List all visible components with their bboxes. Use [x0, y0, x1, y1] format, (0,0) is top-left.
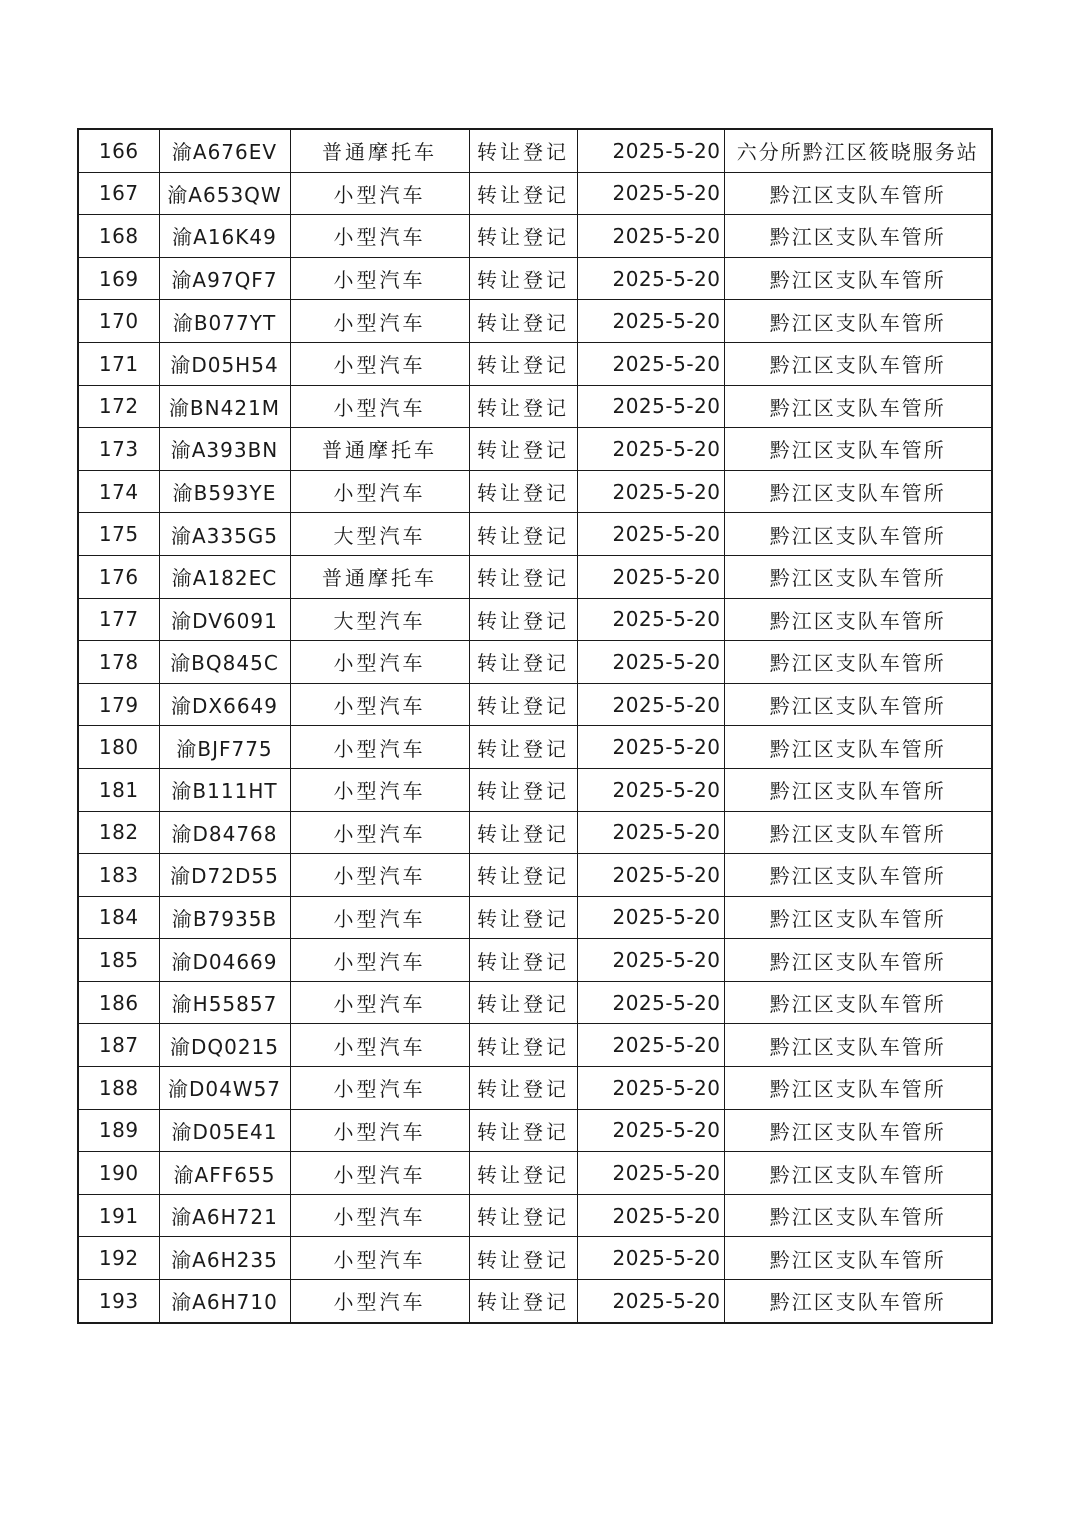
office-cell: 六分所黔江区筱晓服务站: [724, 129, 992, 172]
business-type-cell: 转让登记: [469, 1280, 577, 1323]
row-number-cell: 183: [78, 854, 159, 897]
business-type-cell: 转让登记: [469, 1067, 577, 1110]
table-row: [78, 939, 992, 982]
business-type-cell: 转让登记: [469, 1152, 577, 1195]
plate-number-cell: 渝D04W57: [159, 1067, 290, 1110]
row-number-cell: 193: [78, 1280, 159, 1323]
business-type-cell: 转让登记: [469, 726, 577, 769]
table-row: [78, 641, 992, 684]
business-type-cell: 转让登记: [469, 129, 577, 172]
plate-number-cell: 渝D04669: [159, 939, 290, 982]
vehicle-type-cell: 大型汽车: [290, 513, 469, 556]
row-number-cell: 187: [78, 1024, 159, 1067]
vehicle-type-cell: 小型汽车: [290, 768, 469, 811]
office-cell: 黔江区支队车管所: [724, 428, 992, 471]
business-type-cell: 转让登记: [469, 428, 577, 471]
business-type-cell: 转让登记: [469, 981, 577, 1024]
vehicle-type-cell: 小型汽车: [290, 1237, 469, 1280]
date-cell: 2025-5-20: [577, 1109, 724, 1152]
row-number-cell: 174: [78, 470, 159, 513]
plate-number-cell: 渝D05H54: [159, 342, 290, 385]
vehicle-type-cell: 小型汽车: [290, 854, 469, 897]
date-cell: 2025-5-20: [577, 1024, 724, 1067]
row-number-cell: 192: [78, 1237, 159, 1280]
office-cell: 黔江区支队车管所: [724, 555, 992, 598]
business-type-cell: 转让登记: [469, 1237, 577, 1280]
business-type-cell: 转让登记: [469, 300, 577, 343]
business-type-cell: 转让登记: [469, 1194, 577, 1237]
business-type-cell: 转让登记: [469, 342, 577, 385]
date-cell: 2025-5-20: [577, 172, 724, 215]
date-cell: 2025-5-20: [577, 300, 724, 343]
vehicle-type-cell: 小型汽车: [290, 300, 469, 343]
plate-number-cell: 渝A97QF7: [159, 257, 290, 300]
table-row: [78, 981, 992, 1024]
business-type-cell: 转让登记: [469, 641, 577, 684]
row-number-cell: 182: [78, 811, 159, 854]
table-row: [78, 342, 992, 385]
row-number-cell: 176: [78, 555, 159, 598]
office-cell: 黔江区支队车管所: [724, 470, 992, 513]
vehicle-type-cell: 小型汽车: [290, 811, 469, 854]
date-cell: 2025-5-20: [577, 1067, 724, 1110]
business-type-cell: 转让登记: [469, 555, 577, 598]
vehicle-type-cell: 小型汽车: [290, 1194, 469, 1237]
business-type-cell: 转让登记: [469, 683, 577, 726]
vehicle-type-cell: 小型汽车: [290, 470, 469, 513]
office-cell: 黔江区支队车管所: [724, 1067, 992, 1110]
plate-number-cell: 渝B7935B: [159, 896, 290, 939]
office-cell: 黔江区支队车管所: [724, 726, 992, 769]
vehicle-type-cell: 普通摩托车: [290, 428, 469, 471]
row-number-cell: 188: [78, 1067, 159, 1110]
row-number-cell: 190: [78, 1152, 159, 1195]
row-number-cell: 179: [78, 683, 159, 726]
office-cell: 黔江区支队车管所: [724, 1237, 992, 1280]
row-number-cell: 178: [78, 641, 159, 684]
plate-number-cell: 渝A676EV: [159, 129, 290, 172]
date-cell: 2025-5-20: [577, 726, 724, 769]
plate-number-cell: 渝B111HT: [159, 768, 290, 811]
table-row: [78, 513, 992, 556]
plate-number-cell: 渝DV6091: [159, 598, 290, 641]
office-cell: 黔江区支队车管所: [724, 811, 992, 854]
table-row: [78, 172, 992, 215]
table-row: [78, 1024, 992, 1067]
row-number-cell: 167: [78, 172, 159, 215]
plate-number-cell: 渝A6H710: [159, 1280, 290, 1323]
office-cell: 黔江区支队车管所: [724, 1024, 992, 1067]
row-number-cell: 170: [78, 300, 159, 343]
table-row: [78, 129, 992, 172]
date-cell: 2025-5-20: [577, 896, 724, 939]
table-row: [78, 598, 992, 641]
plate-number-cell: 渝AFF655: [159, 1152, 290, 1195]
plate-number-cell: 渝A6H721: [159, 1194, 290, 1237]
plate-number-cell: 渝A335G5: [159, 513, 290, 556]
date-cell: 2025-5-20: [577, 981, 724, 1024]
office-cell: 黔江区支队车管所: [724, 300, 992, 343]
table-row: [78, 1067, 992, 1110]
row-number-cell: 175: [78, 513, 159, 556]
date-cell: 2025-5-20: [577, 1152, 724, 1195]
date-cell: 2025-5-20: [577, 598, 724, 641]
office-cell: 黔江区支队车管所: [724, 172, 992, 215]
row-number-cell: 166: [78, 129, 159, 172]
date-cell: 2025-5-20: [577, 215, 724, 258]
plate-number-cell: 渝H55857: [159, 981, 290, 1024]
business-type-cell: 转让登记: [469, 939, 577, 982]
plate-number-cell: 渝BN421M: [159, 385, 290, 428]
vehicle-type-cell: 小型汽车: [290, 939, 469, 982]
records-table-body: [78, 129, 992, 1323]
date-cell: 2025-5-20: [577, 385, 724, 428]
office-cell: 黔江区支队车管所: [724, 683, 992, 726]
office-cell: 黔江区支队车管所: [724, 257, 992, 300]
table-row: [78, 1152, 992, 1195]
table-row: [78, 215, 992, 258]
table-row: [78, 1109, 992, 1152]
vehicle-type-cell: 小型汽车: [290, 215, 469, 258]
plate-number-cell: 渝D84768: [159, 811, 290, 854]
date-cell: 2025-5-20: [577, 470, 724, 513]
vehicle-type-cell: 小型汽车: [290, 1109, 469, 1152]
business-type-cell: 转让登记: [469, 768, 577, 811]
vehicle-type-cell: 小型汽车: [290, 641, 469, 684]
office-cell: 黔江区支队车管所: [724, 342, 992, 385]
table-row: [78, 726, 992, 769]
date-cell: 2025-5-20: [577, 513, 724, 556]
plate-number-cell: 渝DX6649: [159, 683, 290, 726]
date-cell: 2025-5-20: [577, 768, 724, 811]
office-cell: 黔江区支队车管所: [724, 598, 992, 641]
date-cell: 2025-5-20: [577, 683, 724, 726]
plate-number-cell: 渝BJF775: [159, 726, 290, 769]
business-type-cell: 转让登记: [469, 470, 577, 513]
vehicle-type-cell: 小型汽车: [290, 981, 469, 1024]
date-cell: 2025-5-20: [577, 428, 724, 471]
business-type-cell: 转让登记: [469, 598, 577, 641]
vehicle-type-cell: 普通摩托车: [290, 555, 469, 598]
vehicle-type-cell: 小型汽车: [290, 385, 469, 428]
vehicle-type-cell: 小型汽车: [290, 1024, 469, 1067]
office-cell: 黔江区支队车管所: [724, 1152, 992, 1195]
business-type-cell: 转让登记: [469, 172, 577, 215]
table-row: [78, 683, 992, 726]
plate-number-cell: 渝BQ845C: [159, 641, 290, 684]
business-type-cell: 转让登记: [469, 215, 577, 258]
plate-number-cell: 渝A182EC: [159, 555, 290, 598]
office-cell: 黔江区支队车管所: [724, 981, 992, 1024]
plate-number-cell: 渝D05E41: [159, 1109, 290, 1152]
vehicle-type-cell: 小型汽车: [290, 726, 469, 769]
office-cell: 黔江区支队车管所: [724, 1109, 992, 1152]
table-row: [78, 257, 992, 300]
table-row: [78, 555, 992, 598]
row-number-cell: 189: [78, 1109, 159, 1152]
table-row: [78, 1237, 992, 1280]
plate-number-cell: 渝A6H235: [159, 1237, 290, 1280]
date-cell: 2025-5-20: [577, 257, 724, 300]
date-cell: 2025-5-20: [577, 555, 724, 598]
vehicle-type-cell: 小型汽车: [290, 1067, 469, 1110]
date-cell: 2025-5-20: [577, 641, 724, 684]
date-cell: 2025-5-20: [577, 1194, 724, 1237]
vehicle-type-cell: 小型汽车: [290, 342, 469, 385]
plate-number-cell: 渝A16K49: [159, 215, 290, 258]
row-number-cell: 191: [78, 1194, 159, 1237]
vehicle-type-cell: 小型汽车: [290, 1280, 469, 1323]
table-row: [78, 811, 992, 854]
row-number-cell: 186: [78, 981, 159, 1024]
vehicle-type-cell: 小型汽车: [290, 257, 469, 300]
business-type-cell: 转让登记: [469, 854, 577, 897]
table-row: [78, 768, 992, 811]
row-number-cell: 180: [78, 726, 159, 769]
table-row: [78, 854, 992, 897]
table-row: [78, 1194, 992, 1237]
row-number-cell: 177: [78, 598, 159, 641]
plate-number-cell: 渝A393BN: [159, 428, 290, 471]
vehicle-type-cell: 大型汽车: [290, 598, 469, 641]
plate-number-cell: 渝B593YE: [159, 470, 290, 513]
row-number-cell: 171: [78, 342, 159, 385]
row-number-cell: 168: [78, 215, 159, 258]
date-cell: 2025-5-20: [577, 129, 724, 172]
table-row: [78, 1280, 992, 1323]
row-number-cell: 172: [78, 385, 159, 428]
date-cell: 2025-5-20: [577, 1280, 724, 1323]
vehicle-type-cell: 小型汽车: [290, 172, 469, 215]
office-cell: 黔江区支队车管所: [724, 939, 992, 982]
row-number-cell: 169: [78, 257, 159, 300]
office-cell: 黔江区支队车管所: [724, 1194, 992, 1237]
date-cell: 2025-5-20: [577, 342, 724, 385]
plate-number-cell: 渝A653QW: [159, 172, 290, 215]
business-type-cell: 转让登记: [469, 513, 577, 556]
records-table: [77, 128, 993, 1324]
row-number-cell: 173: [78, 428, 159, 471]
row-number-cell: 181: [78, 768, 159, 811]
business-type-cell: 转让登记: [469, 896, 577, 939]
vehicle-type-cell: 小型汽车: [290, 683, 469, 726]
plate-number-cell: 渝DQ0215: [159, 1024, 290, 1067]
table-row: [78, 428, 992, 471]
date-cell: 2025-5-20: [577, 1237, 724, 1280]
office-cell: 黔江区支队车管所: [724, 513, 992, 556]
business-type-cell: 转让登记: [469, 1109, 577, 1152]
vehicle-type-cell: 普通摩托车: [290, 129, 469, 172]
row-number-cell: 185: [78, 939, 159, 982]
date-cell: 2025-5-20: [577, 854, 724, 897]
office-cell: 黔江区支队车管所: [724, 641, 992, 684]
office-cell: 黔江区支队车管所: [724, 768, 992, 811]
office-cell: 黔江区支队车管所: [724, 854, 992, 897]
date-cell: 2025-5-20: [577, 811, 724, 854]
office-cell: 黔江区支队车管所: [724, 385, 992, 428]
office-cell: 黔江区支队车管所: [724, 1280, 992, 1323]
business-type-cell: 转让登记: [469, 385, 577, 428]
vehicle-type-cell: 小型汽车: [290, 1152, 469, 1195]
table-row: [78, 896, 992, 939]
office-cell: 黔江区支队车管所: [724, 896, 992, 939]
office-cell: 黔江区支队车管所: [724, 215, 992, 258]
vehicle-type-cell: 小型汽车: [290, 896, 469, 939]
plate-number-cell: 渝B077YT: [159, 300, 290, 343]
table-row: [78, 385, 992, 428]
table-row: [78, 300, 992, 343]
table-row: [78, 470, 992, 513]
business-type-cell: 转让登记: [469, 257, 577, 300]
business-type-cell: 转让登记: [469, 1024, 577, 1067]
plate-number-cell: 渝D72D55: [159, 854, 290, 897]
business-type-cell: 转让登记: [469, 811, 577, 854]
date-cell: 2025-5-20: [577, 939, 724, 982]
row-number-cell: 184: [78, 896, 159, 939]
